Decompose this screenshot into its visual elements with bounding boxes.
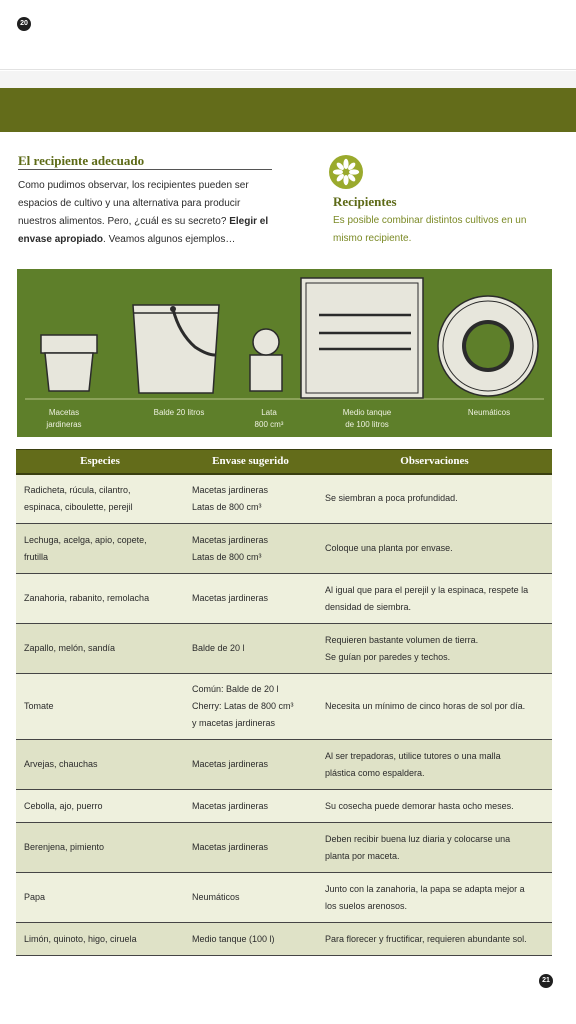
cell-envase-line: Macetas jardineras: [192, 484, 269, 495]
cell-envase: [184, 873, 317, 923]
cell-observaciones-line: planta por maceta.: [325, 850, 400, 861]
intro-text-plain: Como pudimos observar, los recipientes pueden ser espacios de cultivo y una alternativa para producir nuestros alimentos. Pero, ¿cuál es su secreto?: [18, 180, 249, 227]
cell-envase-line: Macetas jardineras: [192, 593, 269, 603]
cell-especies: [16, 873, 184, 923]
cell-observaciones-line: densidad de siembra.: [325, 601, 412, 612]
header-especies: Especies: [16, 450, 184, 474]
intro-title: El recipiente adecuado: [18, 153, 145, 168]
cell-observaciones-line: Para florecer y fructificar, requieren abundante sol.: [325, 933, 527, 944]
cell-especies: [16, 740, 184, 790]
label-lata-1: Lata: [261, 408, 277, 417]
cell-especies: [16, 474, 184, 524]
cell-observaciones-line: Se guían por paredes y techos.: [325, 651, 451, 662]
cell-observaciones-line: Junto con la zanahoria, la papa se adapta mejor a: [325, 883, 525, 894]
cell-observaciones: [317, 873, 552, 923]
cell-especies-line: Zanahoria, rabanito, remolacha: [24, 593, 150, 603]
label-neumaticos-1: Neumáticos: [467, 408, 511, 417]
cell-envase-line: y macetas jardineras: [192, 718, 276, 728]
page-number-top: 20: [17, 17, 31, 31]
table-body: [16, 474, 552, 956]
cell-observaciones: [317, 790, 552, 823]
cell-especies-line: Arvejas, chauchas: [24, 759, 98, 769]
intro-text-bold: Elegir el envase apropiado: [18, 216, 269, 245]
cell-envase-line: Latas de 800 cm³: [192, 501, 262, 512]
cell-envase-line: Latas de 800 cm³: [192, 551, 262, 562]
label-lata-2: 800 cm³: [254, 420, 284, 429]
cell-envase-line: Medio tanque (100 l): [192, 933, 275, 944]
table-row: [16, 624, 552, 674]
cell-envase-line: Macetas jardineras: [192, 759, 269, 769]
cell-especies: [16, 674, 184, 740]
species-table: [16, 449, 552, 956]
cell-especies: [16, 524, 184, 574]
can-icon: [250, 329, 282, 391]
cell-envase: [184, 474, 317, 524]
table-row: [16, 790, 552, 823]
cell-envase: [184, 524, 317, 574]
cell-envase-line: Común: Balde de 20 l: [192, 684, 279, 694]
table-row: [16, 574, 552, 624]
cell-envase: [184, 574, 317, 624]
label-lata: [237, 407, 301, 431]
cell-especies-line: Cebolla, ajo, puerro: [24, 800, 103, 811]
cell-especies: [16, 923, 184, 956]
cell-especies-line: frutilla: [24, 551, 49, 562]
bucket-icon: [133, 305, 219, 393]
cell-envase-line: Neumáticos: [192, 892, 240, 902]
cell-observaciones: [317, 740, 552, 790]
table-row: [16, 873, 552, 923]
cell-observaciones-line: Coloque una planta por envase.: [325, 543, 453, 553]
label-tanque-2: de 100 litros: [345, 420, 389, 429]
cell-envase-line: Cherry: Latas de 800 cm³: [192, 701, 294, 711]
table-row: [16, 740, 552, 790]
cell-especies-line: Lechuga, acelga, apio, copete,: [24, 534, 147, 545]
cell-observaciones: [317, 624, 552, 674]
cell-observaciones-line: Su cosecha puede demorar hasta ocho meses.: [325, 800, 514, 811]
recipientes-title: Recipientes: [333, 194, 397, 209]
top-page-strip: [0, 0, 576, 70]
cell-envase-line: Macetas jardineras: [192, 534, 269, 545]
cell-observaciones-line: plástica como espaldera.: [325, 767, 425, 778]
label-neumaticos: [447, 407, 531, 419]
pot-icon: [41, 335, 97, 391]
cell-especies: [16, 624, 184, 674]
cell-observaciones: [317, 524, 552, 574]
cell-observaciones-line: Se siembran a poca profundidad.: [325, 493, 458, 504]
cell-especies: [16, 574, 184, 624]
cell-observaciones: [317, 574, 552, 624]
cell-especies-line: Papa: [24, 892, 46, 902]
cell-especies-line: Limón, quinoto, higo, ciruela: [24, 933, 137, 944]
cell-envase-line: Macetas jardineras: [192, 842, 269, 852]
cell-observaciones-line: los suelos arenosos.: [325, 900, 408, 911]
cell-observaciones-line: Necesita un mínimo de cinco horas de sol por día.: [325, 701, 526, 711]
cell-observaciones-line: Requieren bastante volumen de tierra.: [325, 634, 479, 645]
cell-observaciones: [317, 674, 552, 740]
cell-observaciones: [317, 923, 552, 956]
containers-illustration: [17, 269, 552, 437]
table-header-row: [16, 450, 552, 474]
half-tank-icon: [301, 278, 423, 398]
cell-especies-line: Zapallo, melón, sandía: [24, 643, 116, 653]
cell-envase-line: Macetas jardineras: [192, 800, 269, 811]
cell-envase: [184, 674, 317, 740]
intro-text-end: . Veamos algunos ejemplos…: [103, 234, 236, 245]
cell-observaciones-line: Deben recibir buena luz diaria y colocarse una: [325, 833, 511, 844]
label-macetas: [29, 407, 99, 431]
table-row: [16, 923, 552, 956]
cell-especies-line: Tomate: [24, 701, 54, 711]
flower-icon: [329, 155, 363, 189]
label-balde-1: Balde 20 litros: [153, 408, 205, 417]
recipientes-text: Es posible combinar distintos cultivos en un mismo recipiente.: [333, 215, 527, 244]
table-row: [16, 674, 552, 740]
cell-observaciones-line: Al igual que para el perejil y la espinaca, respete la: [325, 584, 529, 595]
cell-observaciones: [317, 474, 552, 524]
page-number-bottom: 21: [539, 974, 553, 988]
table-row: [16, 524, 552, 574]
table-row: [16, 474, 552, 524]
label-tanque-1: Medio tanque: [342, 408, 392, 417]
cell-observaciones-line: Al ser trepadoras, utilice tutores o una malla: [325, 750, 501, 761]
cell-observaciones: [317, 823, 552, 873]
cell-especies-line: Radicheta, rúcula, cilantro,: [24, 484, 131, 495]
cell-envase: [184, 624, 317, 674]
header-band: [0, 88, 576, 132]
cell-envase: [184, 923, 317, 956]
cell-especies: [16, 790, 184, 823]
header-envase: Envase sugerido: [184, 450, 317, 474]
label-balde: [134, 407, 224, 419]
table-row: [16, 823, 552, 873]
page-gap: [0, 71, 576, 88]
label-tanque: [322, 407, 412, 431]
cell-envase: [184, 790, 317, 823]
cell-especies-line: Berenjena, pimiento: [24, 842, 105, 852]
tire-icon: [438, 296, 538, 396]
intro-title-rule: [18, 169, 272, 170]
label-macetas-2: jardineras: [46, 420, 82, 429]
header-observaciones: Observaciones: [317, 450, 552, 474]
cell-envase: [184, 740, 317, 790]
intro-paragraph: [18, 177, 276, 249]
cell-envase: [184, 823, 317, 873]
cell-especies-line: espinaca, ciboulette, perejil: [24, 501, 133, 512]
label-macetas-1: Macetas: [48, 408, 80, 417]
cell-especies: [16, 823, 184, 873]
cell-envase-line: Balde de 20 l: [192, 643, 245, 653]
